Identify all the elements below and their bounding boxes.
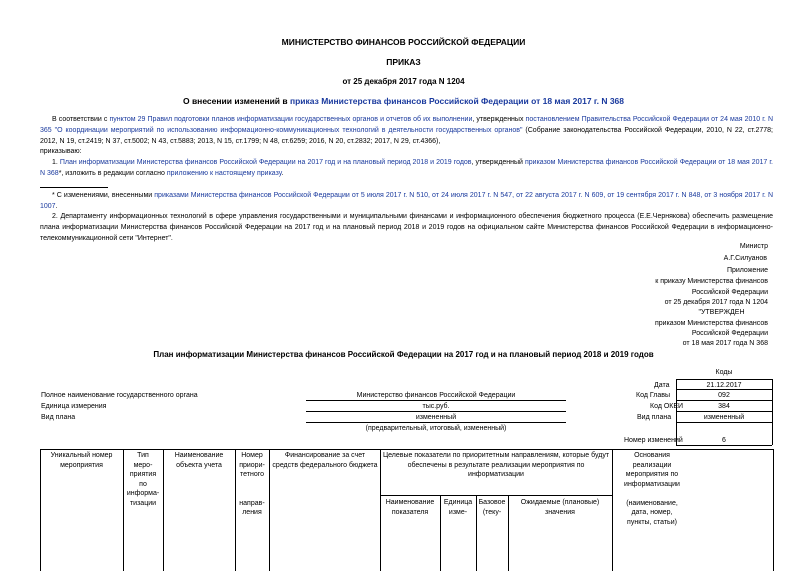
th-indicator-unit-line: изме- bbox=[448, 508, 468, 516]
code-label-date: Дата bbox=[654, 382, 670, 389]
order-title-prefix: О внесении изменений в bbox=[182, 96, 290, 106]
value-underline-2 bbox=[306, 411, 566, 412]
code-label-okei-text: Код ОКЕИ bbox=[650, 403, 684, 410]
ministry-heading: МИНИСТЕРСТВО ФИНАНСОВ РОССИЙСКОЙ ФЕДЕРАЦИИ bbox=[281, 37, 526, 47]
th-priority-number-line: тетного bbox=[239, 471, 265, 478]
code-chapter: 092 bbox=[718, 392, 730, 399]
order-date-number: от 25 декабря 2017 года N 1204 bbox=[342, 77, 465, 86]
signature-name: А.Г.Силуанов bbox=[723, 255, 767, 262]
item-1-text: . bbox=[281, 170, 284, 177]
approved-line-1: приказом Министерства финансов bbox=[654, 320, 768, 327]
footnote-link[interactable]: приказами Министерства финансов Российской Федерации от 5 июля 2017 г. N 510, от 24 июля 2017 г. N 547, от 22 августа 2017 г. N 609, от 19 сентября 2017 г. N 848, от 3 ноября 2017 г. N 1007 bbox=[40, 192, 774, 210]
th-indicator-unit bbox=[440, 498, 476, 517]
item-1-text: 1. bbox=[52, 159, 60, 166]
th-indicator-base-line: Базовое bbox=[478, 499, 506, 506]
th-priority-number-line: ления bbox=[242, 509, 262, 516]
th-indicator-name-line: Наименование bbox=[385, 499, 435, 506]
signature-position: Министр bbox=[739, 243, 768, 250]
approved-line-2: Российской Федерации bbox=[691, 330, 768, 337]
th-priority-number-line: приори- bbox=[239, 461, 265, 469]
value-underline-3 bbox=[306, 422, 566, 423]
info-value-unit: тыс.руб. bbox=[422, 403, 450, 410]
th-object-name: Наименование объекта учета bbox=[174, 452, 224, 469]
appendix-to-order-2: Российской Федерации bbox=[691, 289, 768, 296]
order-title bbox=[0, 96, 807, 106]
th-priority-number bbox=[235, 451, 269, 518]
code-label-chapter: Код Главы bbox=[636, 392, 670, 399]
th-indicator-base-line: (теку- bbox=[482, 508, 502, 516]
item-1-link[interactable]: приказом Министерства финансов Российской Федерации от 18 мая 2017 г. N 368 bbox=[40, 159, 773, 177]
th-indicator-name-line: показателя bbox=[391, 508, 429, 516]
th-indicator-base bbox=[476, 498, 508, 517]
footnote-divider bbox=[40, 187, 108, 188]
col-border-0 bbox=[40, 449, 41, 571]
th-grounds-line: реализации bbox=[632, 461, 672, 469]
table-subheader-line bbox=[380, 495, 612, 496]
table-top bbox=[40, 449, 773, 450]
th-activity-type-line: тизации bbox=[129, 499, 157, 507]
approved-line-3: от 18 мая 2017 года N 368 bbox=[682, 340, 768, 347]
th-grounds-line bbox=[612, 489, 692, 499]
codes-box-right bbox=[772, 379, 773, 445]
th-priority-number-line: Номер bbox=[241, 452, 263, 459]
info-label-plan-kind: Вид плана bbox=[41, 414, 76, 421]
footnote-text: * С изменениями, внесенными bbox=[52, 192, 155, 199]
th-priority-number-line bbox=[235, 489, 269, 499]
th-indicator-expected bbox=[508, 498, 612, 517]
col-border-4 bbox=[269, 449, 270, 571]
codes-box-line-3 bbox=[676, 411, 772, 412]
plan-title: План информатизации Министерства финансов Российской Федерации на 2017 год и на плановый период 2018 и 2019 годов bbox=[153, 350, 654, 359]
item-1-text: , утвержденный bbox=[471, 159, 525, 166]
item-1-link[interactable]: План информатизации Министерства финансов Российской Федерации на 2017 год и на плановый период 2018 и 2019 годов bbox=[59, 159, 472, 166]
th-priority-number-line: направ- bbox=[239, 499, 265, 507]
code-date: 21.12.2017 bbox=[706, 382, 742, 389]
th-activity-type-line: информа- bbox=[126, 490, 160, 497]
info-value-plan-kind: измененный bbox=[415, 414, 457, 421]
th-target-indicators: Целевые показатели по приоритетным направлениям, которые будут обеспечены в результате реализации мероприятия по информатизации bbox=[382, 452, 610, 478]
col-border-8 bbox=[773, 449, 774, 571]
th-federal-funding: Финансирование за счет средств федерального бюджета bbox=[272, 452, 378, 469]
doc-type: ПРИКАЗ bbox=[386, 57, 421, 67]
th-grounds-line: информатизации bbox=[624, 480, 680, 488]
paragraph-item-1 bbox=[40, 157, 773, 179]
appendix-to-order-3: от 25 декабря 2017 года N 1204 bbox=[664, 299, 768, 306]
approved-label: "УТВЕРЖДЕН bbox=[698, 309, 745, 316]
plan-kind-hint: (предварительный, итоговый, измененный) bbox=[365, 425, 507, 432]
footnote bbox=[40, 190, 773, 212]
th-indicator-expected-line: значения bbox=[545, 508, 575, 516]
change-number-label: Номер изменений bbox=[624, 437, 683, 444]
paragraph-preamble bbox=[40, 114, 773, 147]
codes-box-top bbox=[676, 379, 772, 380]
preamble-text: В соответствии с bbox=[52, 116, 110, 123]
appendix-to-order-1: к приказу Министерства финансов bbox=[655, 278, 768, 285]
item-1-text: *, изложить в редакции согласно bbox=[58, 170, 167, 177]
codes-box-line-1 bbox=[676, 389, 772, 390]
th-priority-number-line bbox=[235, 480, 269, 490]
codes-label: Коды bbox=[715, 369, 733, 376]
preamble-link[interactable]: постановлением Правительства Российской Федерации от 24 мая 2010 г. N 365 "О координации мероприятий по использованию информационно-коммуникационных технологий в деятельности государственных органов" bbox=[40, 116, 774, 134]
th-grounds-line: пункты, статьи) bbox=[627, 518, 677, 526]
item-1-link[interactable]: приложению к настоящему приказу bbox=[166, 170, 282, 177]
prikazyvayu: приказываю: bbox=[40, 148, 82, 155]
th-unique-number: Уникальный номер мероприятия bbox=[50, 452, 113, 469]
footnote-text: . bbox=[55, 203, 58, 210]
info-label-unit: Единица измерения bbox=[41, 403, 107, 410]
th-activity-type-line: Тип bbox=[137, 452, 149, 459]
preamble-text: , утвержденных bbox=[472, 116, 526, 123]
th-grounds bbox=[612, 451, 692, 527]
info-value-org: Министерство финансов Российской Федерации bbox=[356, 392, 516, 399]
value-underline-1 bbox=[306, 400, 566, 401]
preamble-text: (Собрание законодательства Российской Федерации, 2010, N 22, ст.2778; 2012, N 19, ст.2419; N 37, ст.5002; N 43, ст.5883; 2013, N 15, ст.1799; N 48, ст.6259; 2016, N 20, ст.2832; 2017, N 29, ст.4366), bbox=[40, 127, 773, 145]
appendix-label: Приложение bbox=[726, 267, 768, 274]
item-2-text: 2. Департаменту информационных технологий в сфере управления государственными и муниципальными финансами и информационного обеспечения бюджетного процесса (Е.Е.Чернякова) обеспечить размещение плана информатизации Министерства финансов Российской Федерации на 2017 год и на плановый период 2018 и 2019 годов на официальном сайте Министерства финансов Российской Федерации в информационно-телекоммуникационной сети "Интернет". bbox=[40, 213, 773, 242]
th-activity-type bbox=[123, 451, 163, 508]
codes-box-bottom bbox=[676, 445, 772, 446]
col-border-2 bbox=[163, 449, 164, 571]
code-okei: 384 bbox=[718, 403, 730, 410]
th-activity-type-line: меро- bbox=[133, 461, 153, 469]
order-title-link[interactable]: приказ Министерства финансов Российской Федерации от 18 мая 2017 г. N 368 bbox=[289, 96, 625, 106]
th-indicator-unit-line: Единица bbox=[443, 499, 473, 506]
paragraph-item-2 bbox=[40, 211, 773, 244]
change-number: 6 bbox=[722, 437, 726, 444]
th-activity-type-line: приятия bbox=[129, 471, 157, 478]
code-label-plan-kind: Вид плана bbox=[637, 414, 672, 421]
code-plan-kind: измененный bbox=[703, 414, 745, 421]
th-indicator-name bbox=[380, 498, 440, 517]
th-activity-type-line: по bbox=[139, 480, 147, 488]
info-label-org: Полное наименование государственного органа bbox=[41, 392, 198, 399]
codes-box-line-2 bbox=[676, 400, 772, 401]
th-grounds-line: дата, номер, bbox=[631, 509, 673, 516]
th-grounds-line: мероприятия по bbox=[625, 471, 679, 478]
th-grounds-line: (наименование, bbox=[626, 499, 678, 507]
th-grounds-line: Основания bbox=[634, 452, 670, 459]
preamble-link[interactable]: пунктом 29 Правил подготовки планов информатизации государственных органов и отчетов об их выполнении bbox=[109, 116, 473, 123]
codes-box-line-4 bbox=[676, 422, 772, 423]
th-indicator-expected-line: Ожидаемые (плановые) bbox=[520, 499, 600, 506]
